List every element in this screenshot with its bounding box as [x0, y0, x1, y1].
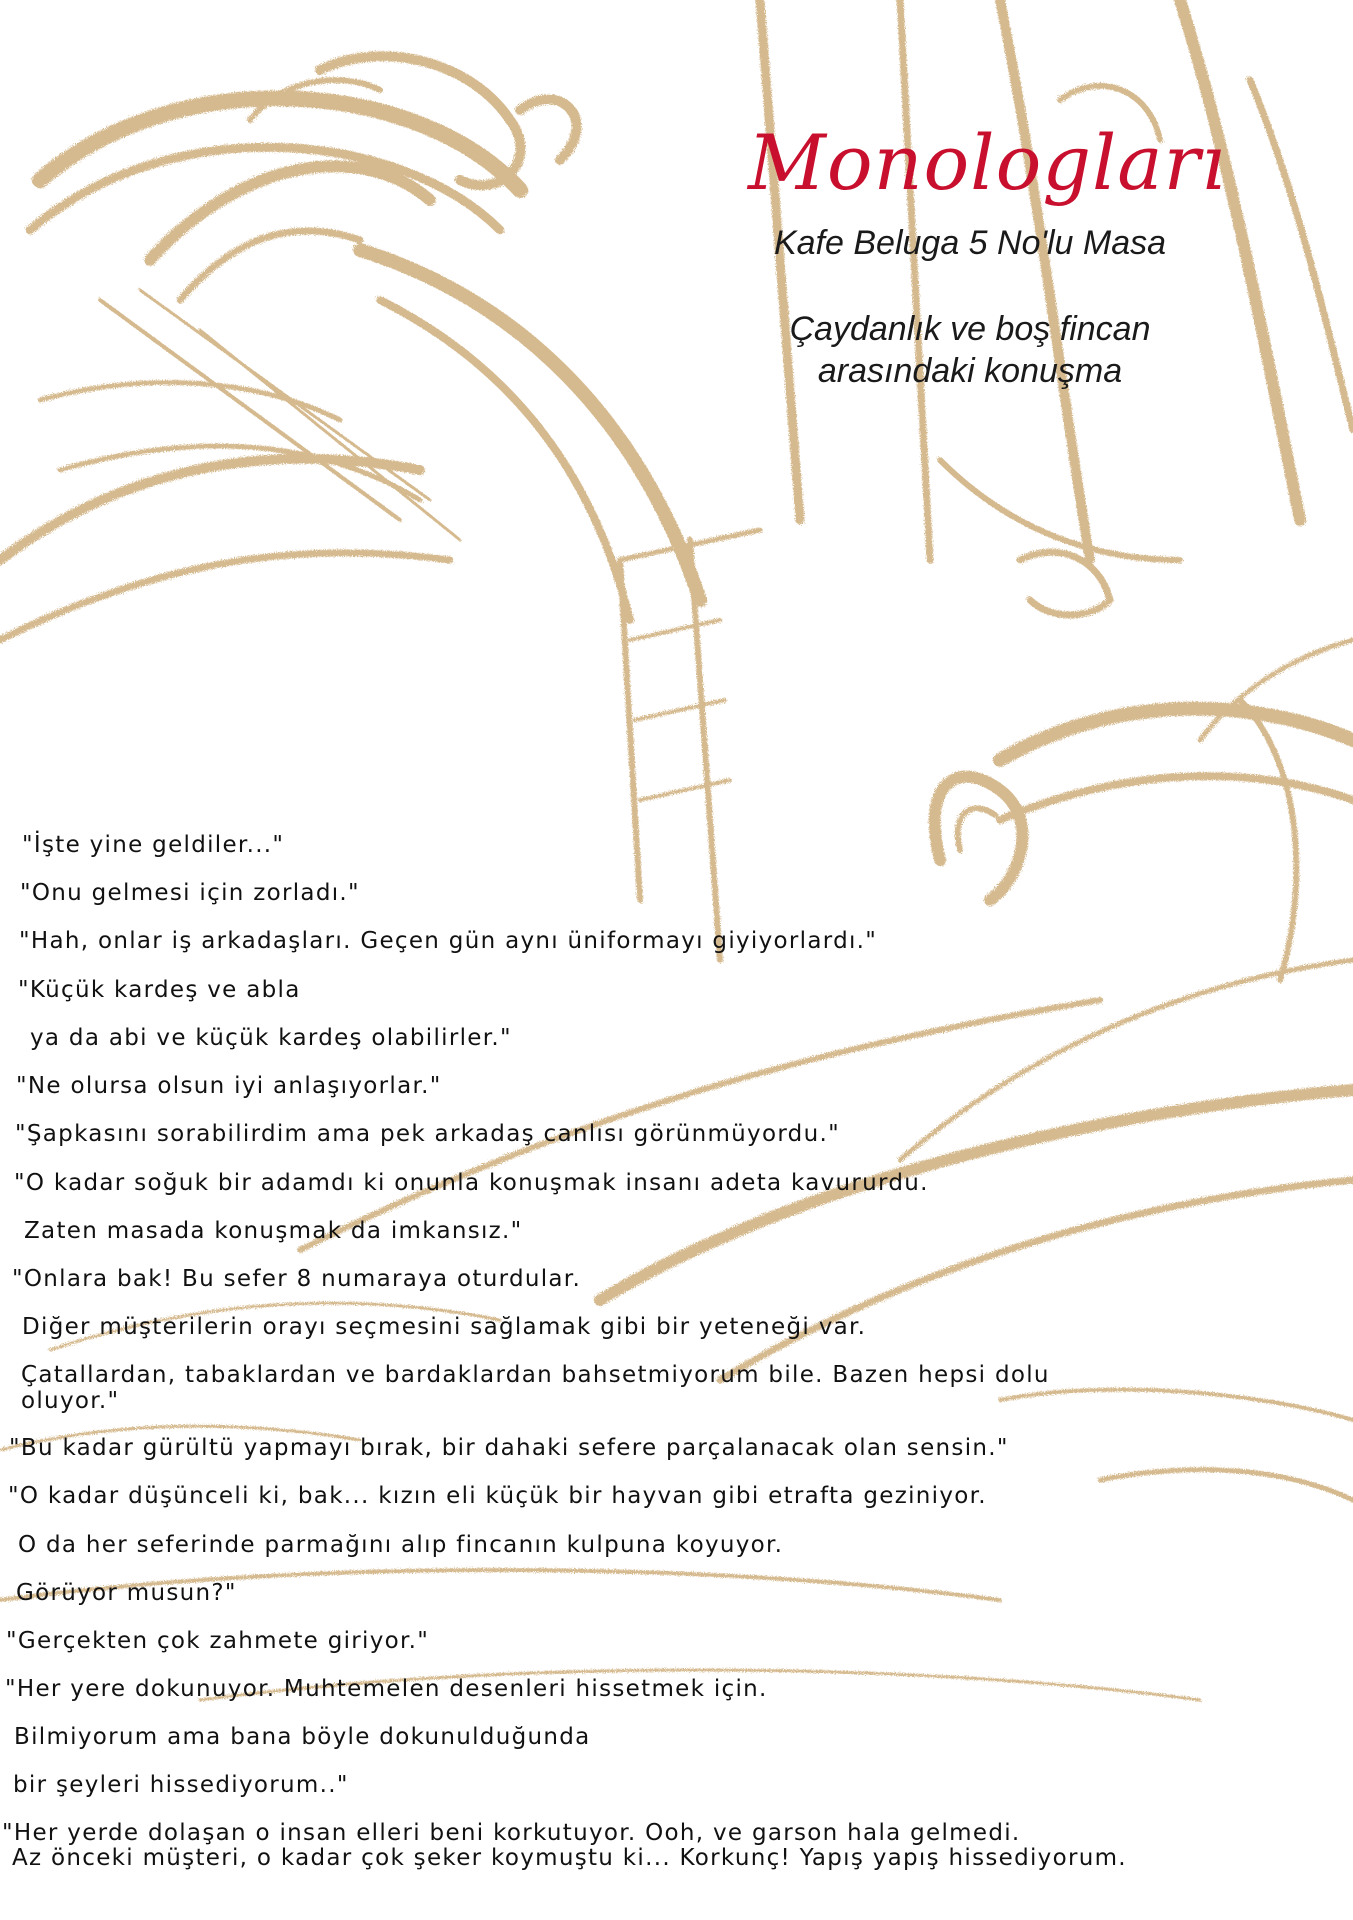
dialogue-line: "Hah, onlar iş arkadaşları. Geçen gün aynı üniformayı giyiyorlardı.": [19, 928, 878, 954]
description-line-2: arasındaki konuşma: [817, 352, 1123, 390]
dialogue-line: Diğer müşterilerin orayı seçmesini sağlamak gibi bir yeteneği var.: [22, 1314, 867, 1340]
dialogue-line: Çatallardan, tabaklardan ve bardaklardan bahsetmiyorum bile. Bazen hepsi dolu: [21, 1362, 1050, 1388]
dialogue-line: "O kadar düşünceli ki, bak... kızın eli küçük bir hayvan gibi etrafta geziniyor.: [8, 1483, 987, 1509]
dialogue-line: Az önceki müşteri, o kadar çok şeker koymuştu ki... Korkunç! Yapış yapış hissediyorum.: [12, 1845, 1127, 1871]
dialogue-line: Bilmiyorum ama bana böyle dokunulduğunda: [14, 1724, 591, 1750]
dialogue-line: "İşte yine geldiler...": [22, 832, 285, 858]
description-line-1: Çaydanlık ve boş fincan: [789, 310, 1151, 348]
dialogue-line: ya da abi ve küçük kardeş olabilirler.": [30, 1025, 512, 1051]
dialogue-line: "Her yerde dolaşan o insan elleri beni korkutuyor. Ooh, ve garson hala gelmedi.: [2, 1820, 1021, 1846]
dialogue-line: Görüyor musun?": [16, 1580, 237, 1606]
dialogue-line: O da her seferinde parmağını alıp fincanın kulpuna koyuyor.: [18, 1532, 784, 1558]
dialogue-line: "Onlara bak! Bu sefer 8 numaraya oturdular.: [12, 1266, 582, 1292]
dialogue-line: "Küçük kardeş ve abla: [18, 977, 301, 1003]
dialogue-line: "Ne olursa olsun iyi anlaşıyorlar.": [16, 1073, 442, 1099]
dialogue-line: "O kadar soğuk bir adamdı ki onunla konuşmak insanı adeta kavururdu.: [14, 1170, 929, 1196]
dialogue-line: "Bu kadar gürültü yapmayı bırak, bir dahaki sefere parçalanacak olan sensin.": [9, 1435, 1009, 1461]
dialogue-line: "Gerçekten çok zahmete giriyor.": [6, 1628, 430, 1654]
dialogue-line: "Şapkasını sorabilirdim ama pek arkadaş canlısı görünmüyordu.": [15, 1121, 840, 1147]
dialogue-line: "Onu gelmesi için zorladı.": [20, 880, 360, 906]
dialogue-line: Zaten masada konuşmak da imkansız.": [24, 1218, 523, 1244]
dialogue-line: bir şeyleri hissediyorum..": [13, 1772, 349, 1798]
dialogue-line: "Her yere dokunuyor. Muhtemelen desenleri hissetmek için.: [5, 1676, 768, 1702]
page-subtitle: Kafe Beluga 5 No'lu Masa: [773, 224, 1167, 262]
dialogue-line: oluyor.": [21, 1388, 120, 1414]
page-title: Monologları: [748, 118, 1227, 207]
